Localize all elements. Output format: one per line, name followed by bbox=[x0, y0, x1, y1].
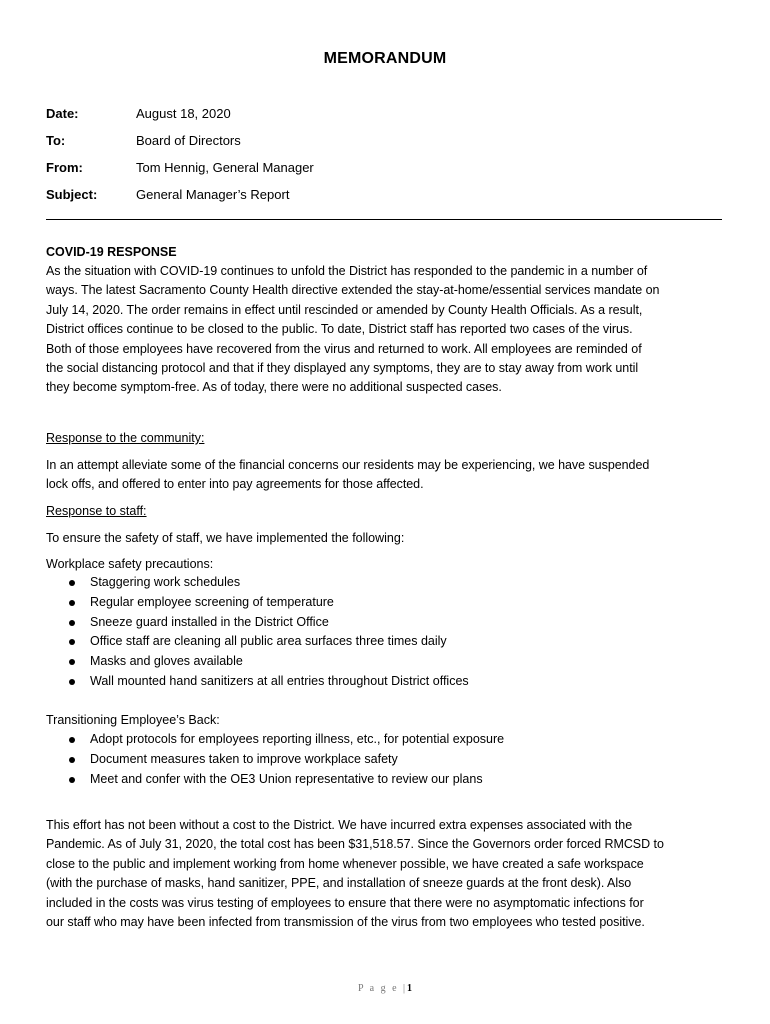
header-label: Subject: bbox=[46, 187, 98, 202]
paragraph-line: Pandemic. As of July 31, 2020, the total cost has been $31,518.57. Since the Governors order forced RMCSD to bbox=[46, 837, 664, 852]
paragraph-line: District offices continue to be closed to the public. To date, District staff has reported two cases of the virus. bbox=[46, 322, 633, 337]
header-label: To: bbox=[46, 133, 66, 148]
header-value: August 18, 2020 bbox=[136, 106, 231, 121]
list-item bbox=[46, 652, 469, 672]
bullet-icon bbox=[69, 659, 75, 665]
list-item-text: Regular employee screening of temperature bbox=[90, 594, 334, 609]
page-label: P a g e bbox=[357, 983, 399, 994]
paragraph-line: July 14, 2020. The order remains in effect until rescinded or amended by County Health Officials. As a result, bbox=[46, 302, 643, 317]
list-item bbox=[46, 632, 469, 652]
cost-paragraph bbox=[46, 816, 726, 932]
header-divider bbox=[46, 219, 722, 220]
covid-paragraph bbox=[46, 262, 726, 398]
page-number: 1 bbox=[407, 983, 413, 994]
list-item bbox=[46, 593, 469, 613]
staff-intro: To ensure the safety of staff, we have implemented the following: bbox=[46, 531, 405, 545]
paragraph-line: This effort has not been without a cost to the District. We have incurred extra expenses associated with the bbox=[46, 818, 633, 832]
paragraph-line: included in the costs was virus testing of employees to ensure that there were no asymptomatic infections for bbox=[46, 895, 644, 910]
paragraph-line: close to the public and implement working from home whenever possible, we have created a safe workspace bbox=[46, 856, 644, 871]
bullet-icon bbox=[69, 757, 75, 763]
community-heading: Response to the community: bbox=[46, 431, 205, 445]
list-item-text: Document measures taken to improve workplace safety bbox=[90, 751, 398, 766]
covid-heading: COVID-19 RESPONSE bbox=[46, 245, 177, 259]
header-label: From: bbox=[46, 160, 83, 175]
bullet-icon bbox=[69, 777, 75, 783]
paragraph-line: In an attempt alleviate some of the financial concerns our residents may be experiencing, we have suspended bbox=[46, 458, 650, 472]
bullet-icon bbox=[69, 737, 75, 743]
list-item-text: Masks and gloves available bbox=[90, 654, 243, 669]
paragraph-line: ways. The latest Sacramento County Health directive extended the stay-at-home/essential services mandate on bbox=[46, 283, 660, 298]
paragraph-line: our staff who may have been infected from transmission of the virus from two employees who tested positive. bbox=[46, 915, 645, 930]
list-item bbox=[46, 672, 469, 692]
list-item-text: Wall mounted hand sanitizers at all entries throughout District offices bbox=[90, 673, 469, 688]
list-item bbox=[46, 730, 504, 750]
list-item-text: Staggering work schedules bbox=[90, 575, 241, 589]
bullet-icon bbox=[69, 679, 75, 685]
staff-heading: Response to staff: bbox=[46, 504, 147, 518]
list-item-text: Office staff are cleaning all public area surfaces three times daily bbox=[90, 634, 447, 649]
transition-heading: Transitioning Employee’s Back: bbox=[46, 713, 220, 727]
list-item-text: Meet and confer with the OE3 Union representative to review our plans bbox=[90, 771, 483, 786]
page-separator: | bbox=[403, 983, 408, 994]
paragraph-line: As the situation with COVID-19 continues to unfold the District has responded to the pandemic in a number of bbox=[46, 264, 648, 278]
bullet-icon bbox=[69, 600, 75, 606]
memo-title: MEMORANDUM bbox=[323, 50, 447, 67]
header-value: General Manager’s Report bbox=[136, 187, 290, 202]
paragraph-line: (with the purchase of masks, hand sanitizer, PPE, and installation of sneeze guards at the front desk). Also bbox=[46, 876, 632, 891]
header-value: Board of Directors bbox=[136, 133, 241, 148]
paragraph-line: Both of those employees have recovered from the virus and returned to work. All employees are reminded of bbox=[46, 341, 642, 356]
header-value: Tom Hennig, General Manager bbox=[136, 160, 314, 175]
header-label: Date: bbox=[46, 106, 79, 121]
list-item-text: Sneeze guard installed in the District Office bbox=[90, 614, 329, 629]
transition-list bbox=[46, 730, 504, 789]
precautions-heading: Workplace safety precautions: bbox=[46, 557, 214, 571]
paragraph-line: they become symptom-free. As of today, there were no additional suspected cases. bbox=[46, 380, 502, 395]
page-footer bbox=[0, 983, 770, 994]
list-item bbox=[46, 613, 469, 633]
bullet-icon bbox=[69, 580, 75, 586]
precautions-list bbox=[46, 573, 469, 692]
bullet-icon bbox=[69, 639, 75, 645]
list-item bbox=[46, 573, 469, 593]
paragraph-line: the social distancing protocol and that if they displayed any symptoms, they are to stay away from work until bbox=[46, 361, 639, 376]
bullet-icon bbox=[69, 620, 75, 626]
list-item bbox=[46, 750, 504, 770]
community-paragraph bbox=[46, 456, 726, 495]
list-item-text: Adopt protocols for employees reporting illness, etc., for potential exposure bbox=[90, 732, 505, 746]
list-item bbox=[46, 770, 504, 790]
paragraph-line: lock offs, and offered to enter into pay agreements for those affected. bbox=[46, 477, 424, 492]
